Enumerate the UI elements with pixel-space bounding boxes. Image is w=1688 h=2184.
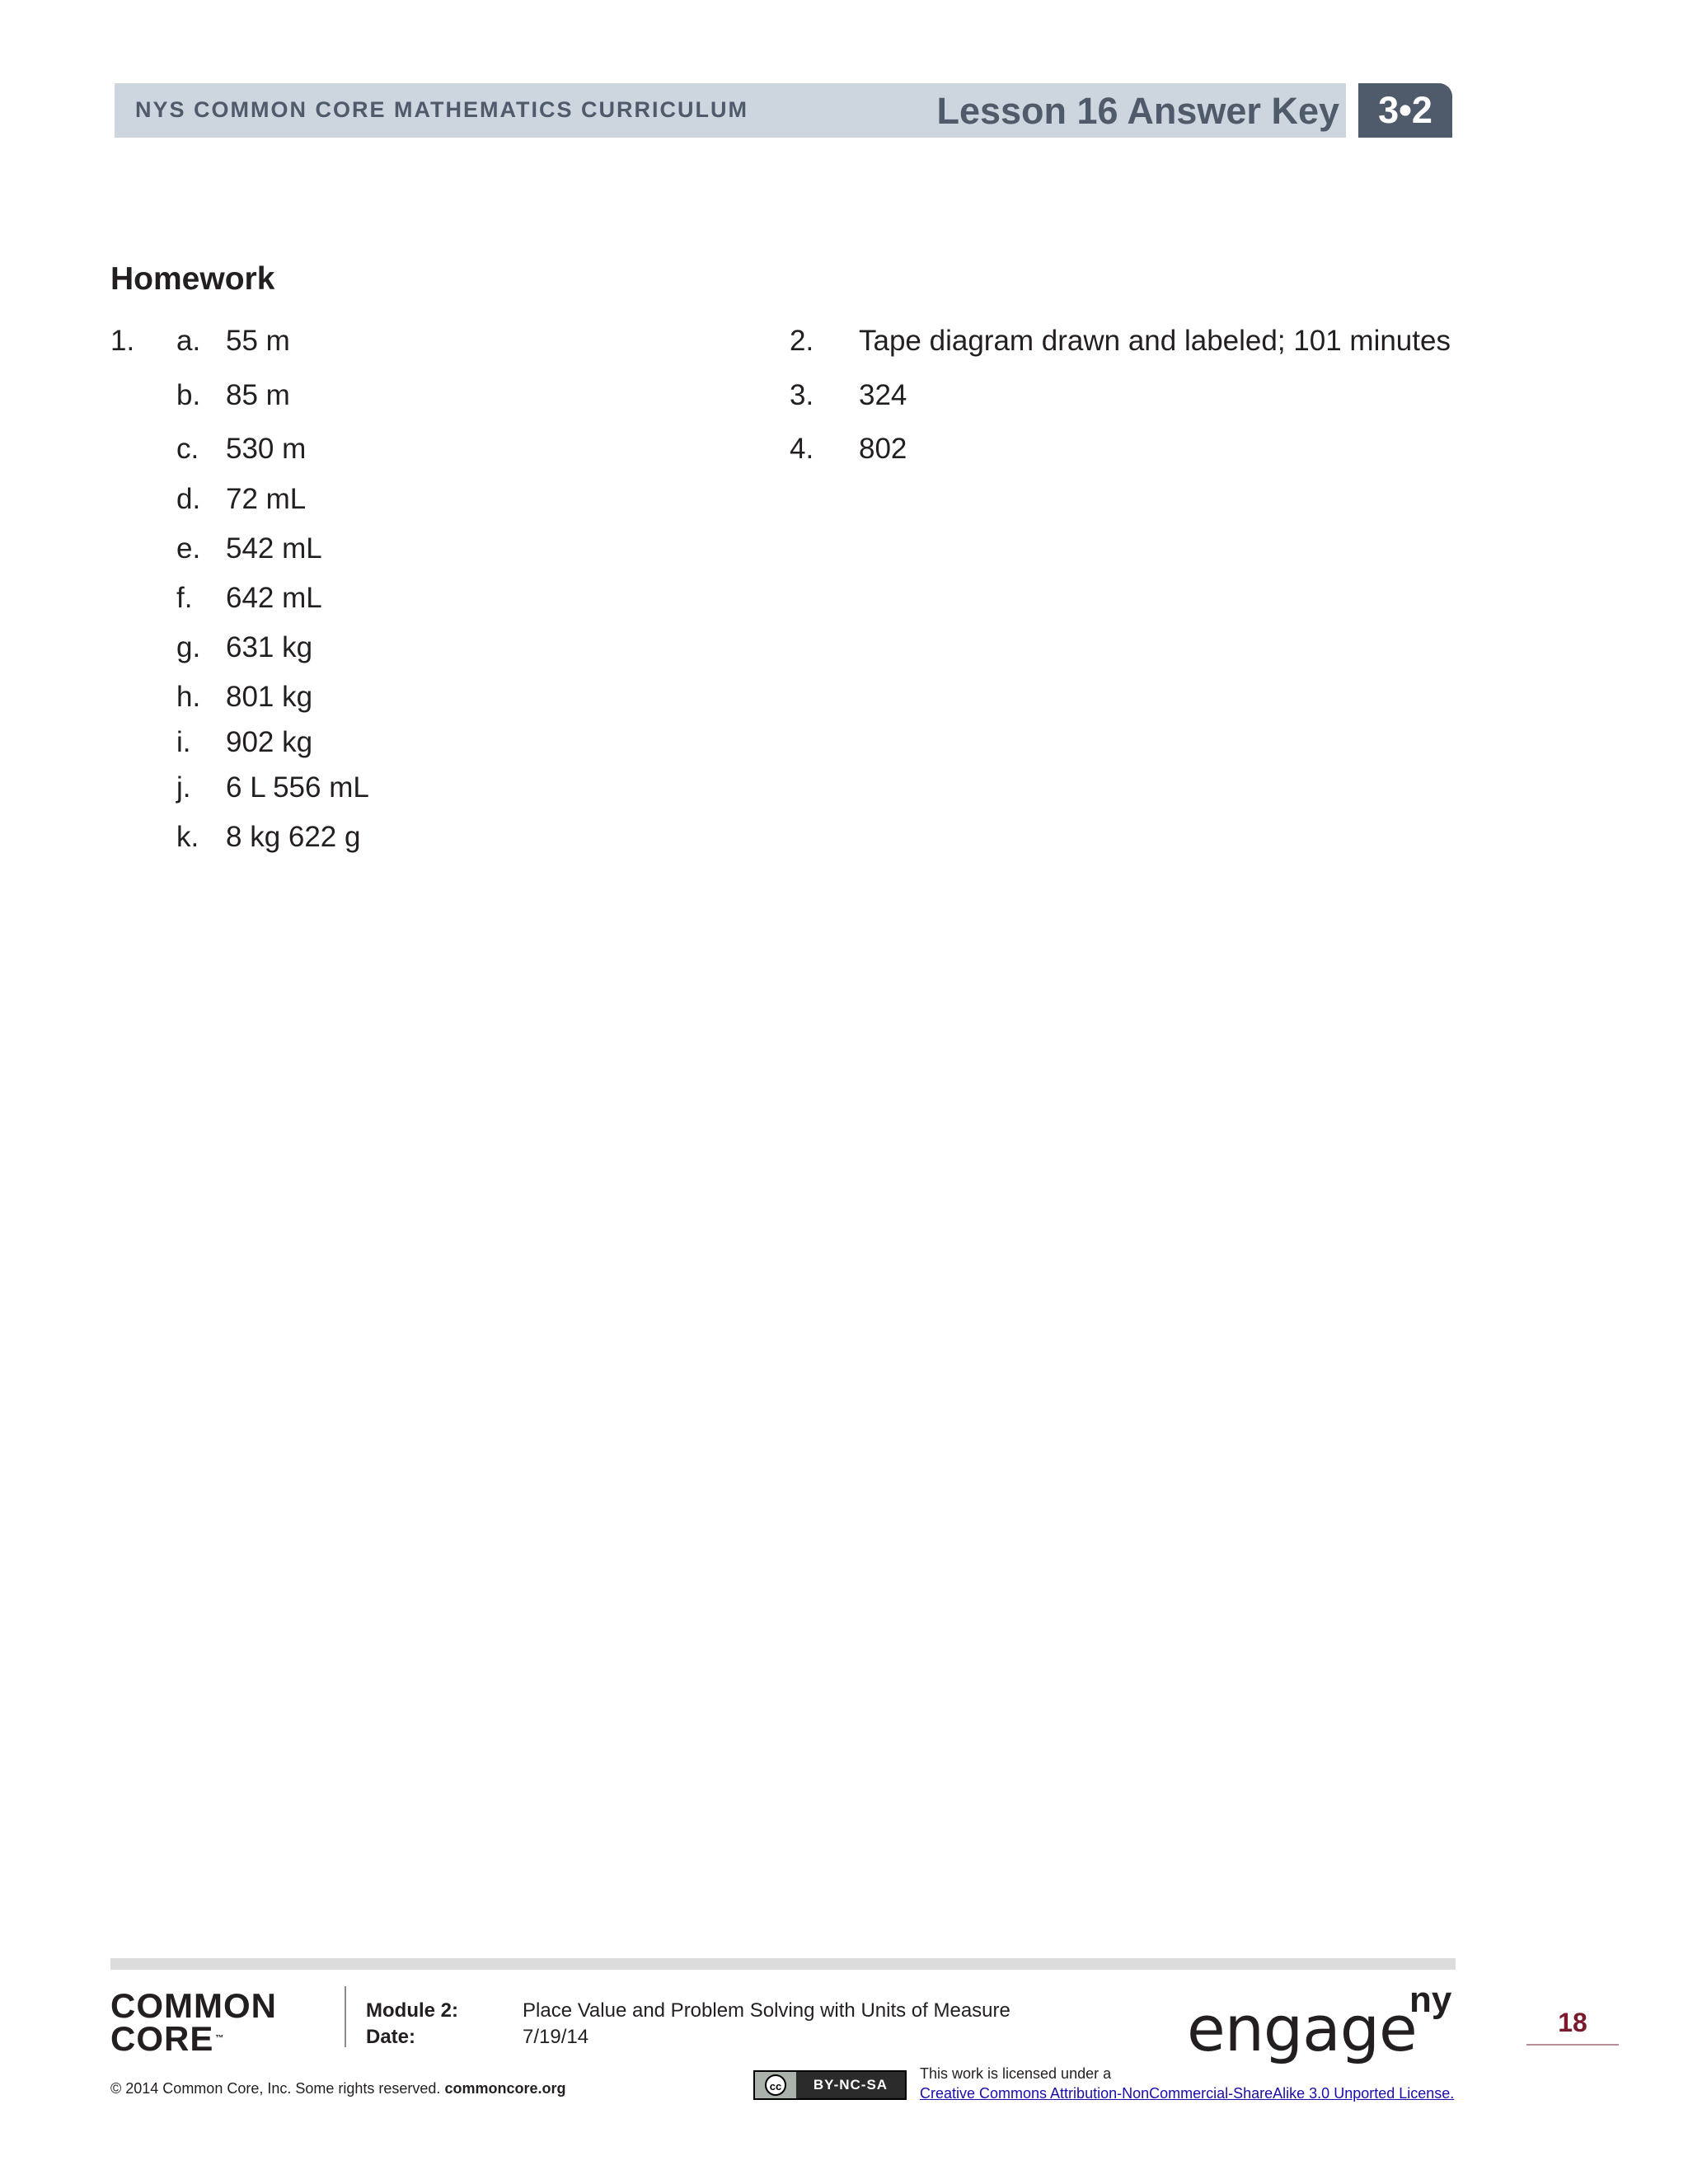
footer-rule [110,1958,1456,1970]
page-number: 18 [1526,2006,1619,2046]
list-item-letter: k. [176,821,199,853]
list-item-letter: d. [176,483,201,515]
lesson-title: Lesson 16 Answer Key [936,90,1339,132]
list-item-answer: 631 kg [226,631,313,663]
trademark-mark: ™ [215,2034,225,2043]
copyright-text: © 2014 Common Core, Inc. Some rights reserved. [110,2080,441,2097]
list-item-answer: 902 kg [226,726,313,758]
list-item-letter: g. [176,631,201,663]
license-code: BY-NC-SA [813,2077,889,2093]
logo-line-2-wrap [110,2019,308,2058]
list-item-answer: 8 kg 622 g [226,821,361,853]
list-item-answer: 55 m [226,325,290,357]
list-item-letter: a. [176,325,201,357]
problem-answer: 324 [859,379,907,411]
copyright [110,2079,565,2098]
logo-line-2: CORE [110,2019,214,2058]
problem-number: 3. [790,379,814,411]
cc-license-badge [753,2070,907,2100]
list-item-letter: i. [176,726,191,758]
list-item-answer: 642 mL [226,582,322,614]
list-item-answer: 542 mL [226,532,322,565]
common-core-logo [110,1986,308,2059]
list-item-answer: 85 m [226,379,290,411]
date-label: Date: [366,2026,416,2048]
license-text: This work is licensed under a [920,2065,1112,2082]
logo-line-1: COMMON [110,1986,277,2025]
module-label: Module 2: [366,1999,458,2022]
problem-number: 4. [790,433,814,465]
list-item-answer: 801 kg [226,681,313,713]
date-value: 7/19/14 [523,2026,589,2048]
problem-answer: 802 [859,433,907,465]
problem-number: 2. [790,325,814,357]
engage-word: engage [1187,1992,1417,2065]
engageny-logo [1187,1980,1459,2065]
list-item-letter: h. [176,681,201,713]
cc-icon-text: cc [765,2074,786,2096]
cc-icon [755,2072,796,2098]
list-item-letter: b. [176,379,201,411]
list-item-letter: c. [176,433,199,465]
module-value: Place Value and Problem Solving with Units of Measure [523,1999,1010,2022]
problem-answer: Tape diagram drawn and labeled; 101 minutes [859,325,1451,357]
grade-module-badge: 3•2 [1358,83,1452,138]
footer-divider [345,1986,346,2047]
list-item-answer: 6 L 556 mL [226,771,369,804]
list-item-answer: 72 mL [226,483,307,515]
list-item-letter: j. [176,771,191,804]
license-link[interactable]: Creative Commons Attribution-NonCommercial-ShareAlike 3.0 Unported License. [920,2085,1455,2102]
list-item-letter: f. [176,582,193,614]
list-item-answer: 530 m [226,433,307,465]
list-item-letter: e. [176,532,201,565]
engage-ny: ny [1409,1980,1452,2020]
problem-1-number: 1. [110,325,135,357]
section-title: Homework [110,261,275,297]
curriculum-title: NYS COMMON CORE MATHEMATICS CURRICULUM [135,97,748,122]
copyright-site: commoncore.org [444,2080,566,2097]
